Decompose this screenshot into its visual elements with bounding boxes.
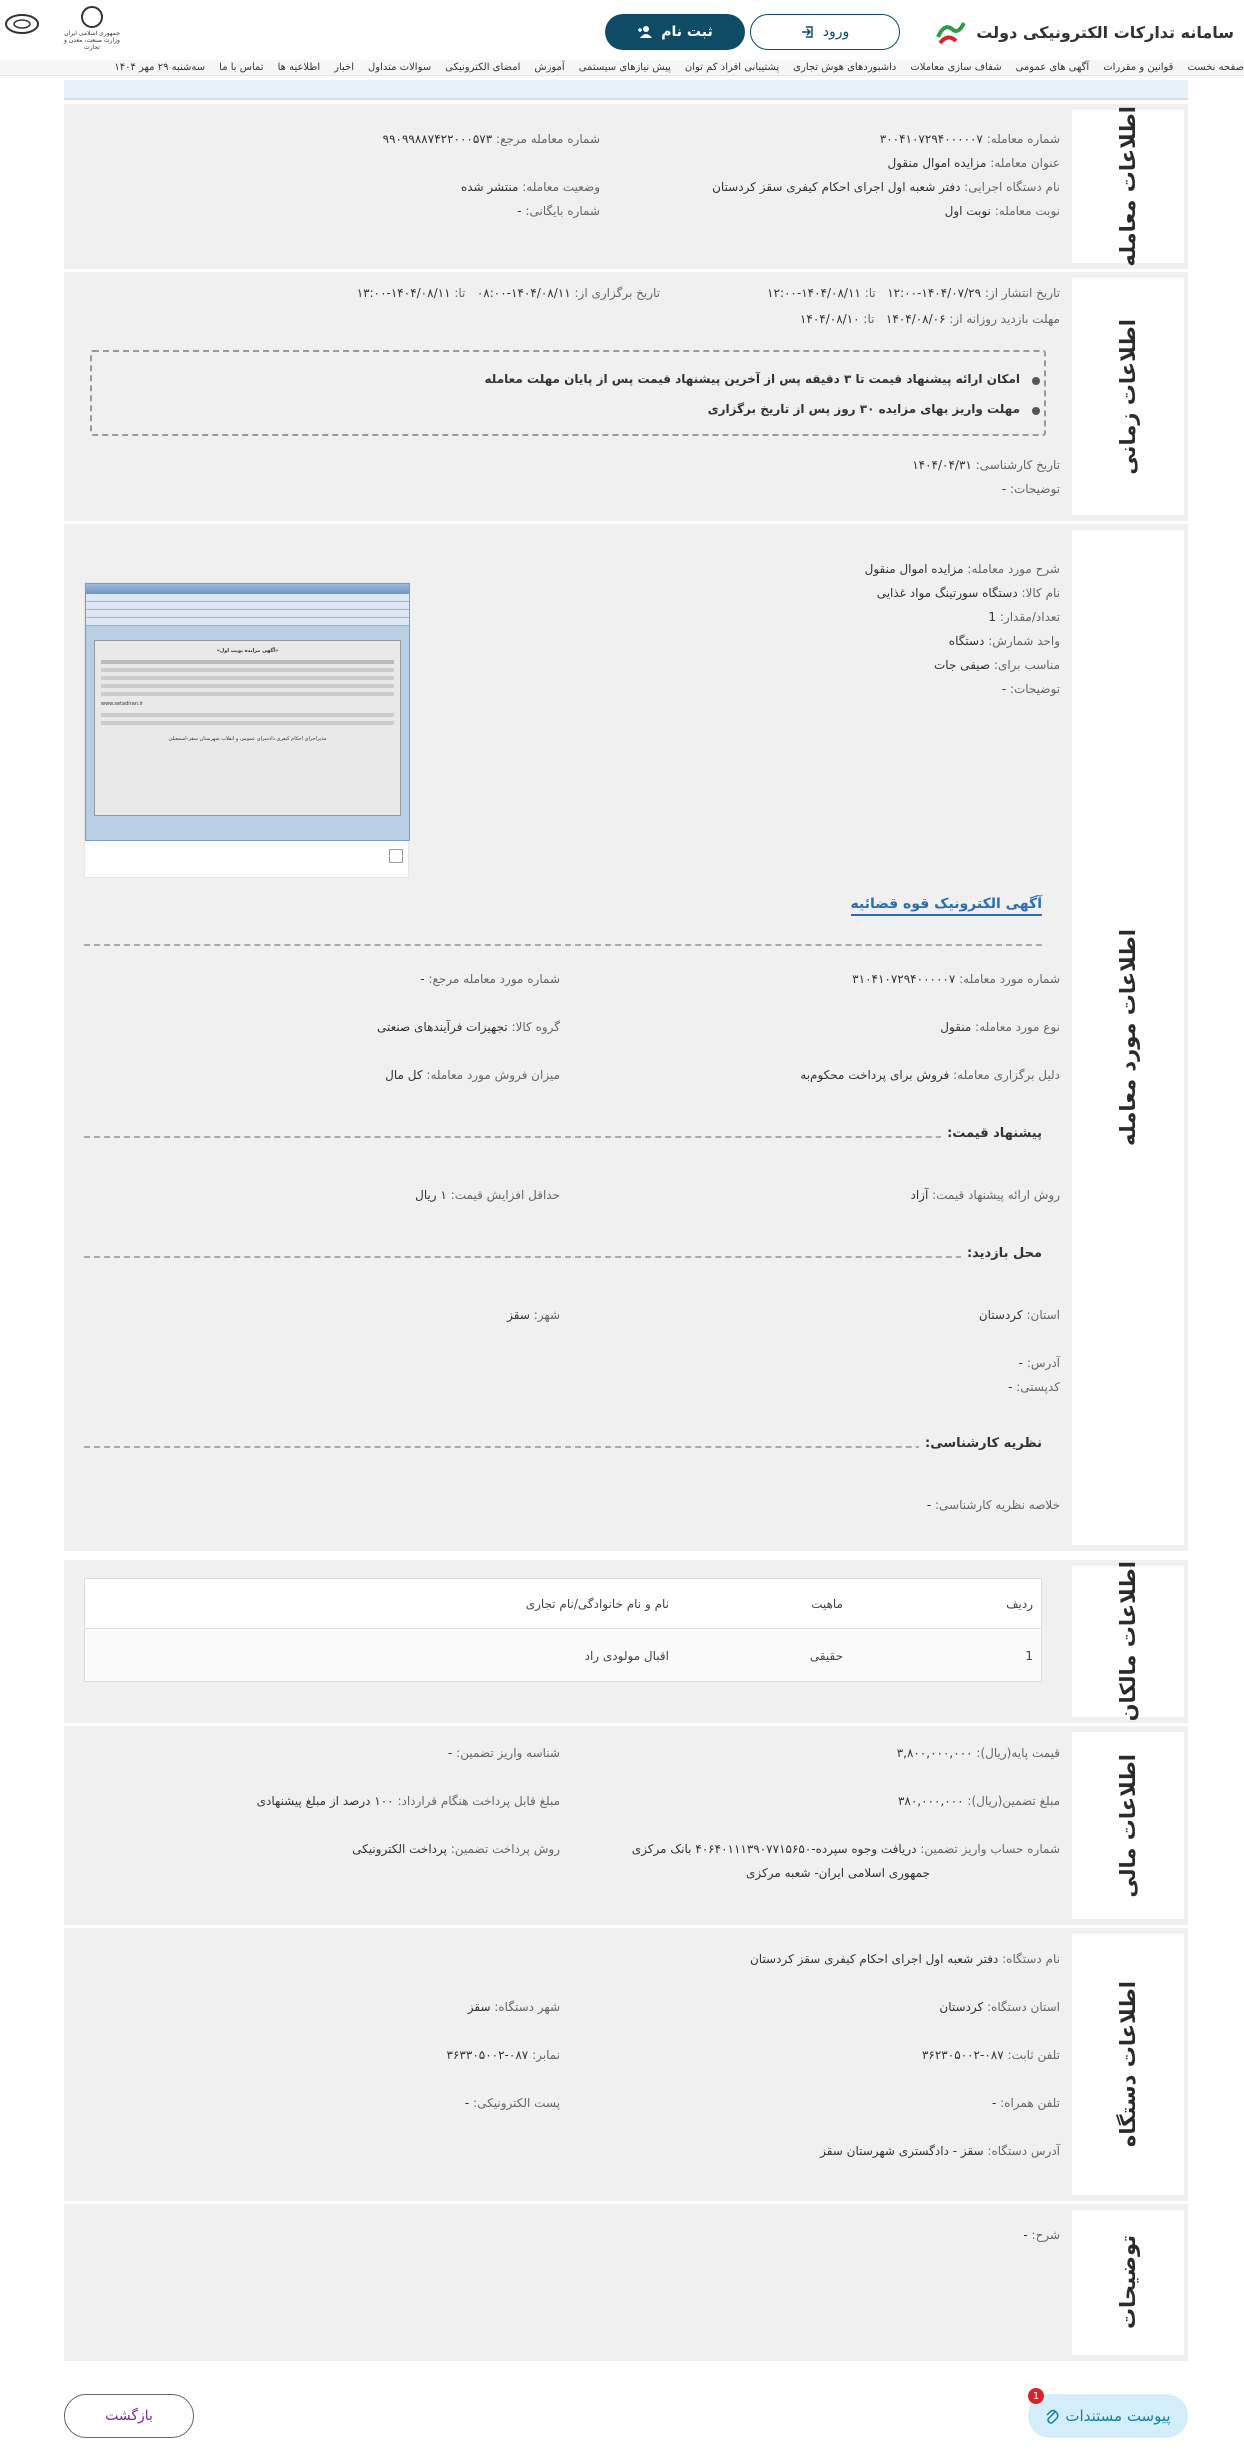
field-expert-summary: خلاصه نظریه کارشناسی: - (926, 1498, 1060, 1512)
current-date: سه‌شنبه ۲۹ مهر ۱۴۰۴ (114, 62, 206, 73)
login-button[interactable]: ورود (750, 14, 900, 50)
field-executor: نام دستگاه اجرایی: دفتر شعبه اول اجرای احکام کیفری سقز کردستان (712, 180, 1060, 194)
field-desc: توضیحات: - (1001, 682, 1060, 696)
field-guarantee-id: شناسه واریز تضمین: - (448, 1746, 560, 1760)
register-button[interactable]: ثبت نام (605, 14, 745, 50)
field-round: نوبت معامله: نوبت اول (944, 204, 1060, 218)
field-org-address: آدرس دستگاه: سقز - دادگستری شهرستان سقز (820, 2144, 1060, 2158)
emblem-icon (81, 6, 103, 28)
field-fax: نمابر: ۰۸۷-۳۶۳۳۰۵۰۰۲ (446, 2048, 560, 2062)
section-deal-info (64, 104, 1188, 272)
field-org-province: استان دستگاه: کردستان (939, 2000, 1060, 2014)
nav-item[interactable]: تماس با ما (219, 62, 264, 73)
visit-heading: محل بازدید: (961, 1246, 1042, 1261)
divider (84, 1446, 1042, 1448)
notes-box (90, 350, 1046, 436)
field-subject: شرح مورد معامله: مزایده اموال منقول (864, 562, 1060, 576)
section-title: توضیحات (1072, 2210, 1184, 2355)
field-item-number: شماره مورد معامله: ۳۱۰۴۱۰۷۲۹۴۰۰۰۰۰۷ (852, 972, 1060, 986)
section-title: اطلاعات معامله (1072, 110, 1184, 263)
nav-item[interactable]: اطلاعیه ها (277, 62, 321, 73)
field-mobile: تلفن همراه: - (991, 2096, 1060, 2110)
note-item: مهلت واریز بهای مزایده ۳۰ روز پس از تاریخ برگزاری (707, 402, 1020, 416)
paperclip-icon (1045, 2408, 1059, 2424)
site-title: سامانه تدارکات الکترونیکی دولت (976, 22, 1234, 42)
nav-item[interactable]: امضای الکترونیکی (445, 62, 521, 73)
main-nav (0, 60, 1244, 76)
divider (84, 1256, 1042, 1258)
field-org-name: نام دستگاه: دفتر شعبه اول اجرای احکام کیفری سقز کردستان (749, 1952, 1060, 1966)
section-title: اطلاعات مورد معامله (1072, 530, 1184, 1545)
section-item-info (64, 524, 1188, 1554)
divider (84, 944, 1042, 946)
nav-item[interactable]: آموزش (534, 62, 565, 73)
field-contract: مبلغ قابل پرداخت هنگام قرارداد: ۱۰۰ درصد از مبلغ پیشنهادی (256, 1794, 560, 1808)
field-notes: شرح: - (1023, 2228, 1060, 2242)
section-title: اطلاعات دستگاه (1072, 1934, 1184, 2195)
nav-item[interactable]: آگهی های عمومی (1015, 62, 1090, 73)
section-title: اطلاعات مالکان (1072, 1566, 1184, 1717)
field-goods: نام کالا: دستگاه سورتینگ مواد غذایی (876, 586, 1060, 600)
field-visit: مهلت بازدید روزانه از: ۱۴۰۴/۰۸/۰۶ تا: ۱۴۰۴/۰۸/۱۰ (799, 312, 1060, 326)
field-reason: دلیل برگزاری معامله: فروش برای پرداخت محکوم‌به (800, 1068, 1060, 1082)
field-org-city: شهر دستگاه: سقز (467, 2000, 560, 2014)
field-share: میزان فروش مورد معامله: کل مال (385, 1068, 560, 1082)
owners-table (84, 1578, 1042, 1682)
price-heading: پیشنهاد قیمت: (941, 1126, 1042, 1141)
government-emblem: جمهوری اسلامی ایران وزارت صنعت، معدن و تجارت (62, 6, 122, 56)
nav-item[interactable]: داشبوردهای هوش تجاری (793, 62, 897, 73)
field-guarantee: مبلغ تضمین(ریال): ۳۸۰,۰۰۰,۰۰۰ (897, 1794, 1060, 1808)
attachment-count-badge: 1 (1028, 2388, 1044, 2404)
field-group: گروه کالا: تجهیزات فرآیندهای صنعتی (377, 1020, 560, 1034)
field-archive: شماره بایگانی: - (517, 204, 600, 218)
table-row[interactable]: 1 حقیقی اقبال مولودی راد (85, 1631, 1041, 1681)
field-deal-number: شماره معامله: ۳۰۰۴۱۰۷۲۹۴۰۰۰۰۰۷ (879, 132, 1060, 146)
field-publish: تاریخ انتشار از: ۱۴۰۴/۰۷/۲۹-۱۲:۰۰ تا: ۱۴۰۴/۰۸/۱۱-۱۲:۰۰ (767, 286, 1060, 300)
setad-logo-icon (934, 15, 968, 49)
ad-document: «آگهی مزایده نوبت اول» www.setadiran.ir مدیراجرای احکام کیفری دادسرای عمومی و انقلاب شهرستان سقز-اسمعیلی (94, 640, 401, 816)
field-status: وضعیت معامله: منتشر شده (460, 180, 600, 194)
ministry-logo-icon (2, 8, 42, 52)
field-min-increase: حداقل افزایش قیمت: ۱ ریال (415, 1188, 560, 1202)
nav-item[interactable]: سوالات متداول (368, 62, 432, 73)
field-type: نوع مورد معامله: منقول (940, 1020, 1060, 1034)
field-ref-item: شماره مورد معامله مرجع: - (420, 972, 560, 986)
section-time-info (64, 272, 1188, 524)
expand-icon[interactable] (389, 849, 403, 863)
field-hold: تاریخ برگزاری از: ۱۴۰۴/۰۸/۱۱-۰۸:۰۰ تا: ۱۴۰۴/۰۸/۱۱-۱۳:۰۰ (356, 286, 660, 300)
nav-item[interactable]: پشتیبانی افراد کم توان (684, 62, 780, 73)
section-notes (64, 2204, 1188, 2364)
field-email: پست الکترونیکی: - (464, 2096, 560, 2110)
attachments-button[interactable]: پیوست مستندات 1 (1028, 2394, 1188, 2438)
section-finance (64, 1726, 1188, 1928)
nav-item[interactable]: پیش نیازهای سیستمی (578, 62, 671, 73)
back-button[interactable]: بازگشت (64, 2394, 194, 2438)
add-user-icon (637, 25, 653, 39)
note-item: امکان ارائه پیشنهاد قیمت تا ۳ دقیقه پس از آخرین پیشنهاد قیمت پس از پایان مهلت معامله (484, 372, 1020, 386)
ad-screenshot (85, 583, 410, 841)
nav-item[interactable]: اخبار (334, 62, 354, 73)
field-pay-method: روش پرداخت تضمین: پرداخت الکترونیکی (352, 1842, 560, 1856)
field-province: استان: کردستان (978, 1308, 1060, 1322)
field-city: شهر: سقز (507, 1308, 560, 1322)
field-postal: کدپستی: - (1008, 1380, 1060, 1394)
field-base-price: قیمت پایه(ریال): ۳,۸۰۰,۰۰۰,۰۰۰ (896, 1746, 1060, 1760)
brand[interactable] (934, 12, 1234, 52)
login-icon (801, 25, 815, 39)
field-phone: تلفن ثابت: ۰۸۷-۳۶۲۳۰۵۰۰۲ (921, 2048, 1060, 2062)
nav-item[interactable]: قوانین و مقررات (1103, 62, 1174, 73)
field-account-line2: جمهوری اسلامی ایران- شعبه مرکزی (746, 1866, 930, 1880)
section-title: اطلاعات مالی (1072, 1732, 1184, 1919)
field-expert-date: تاریخ کارشناسی: ۱۴۰۴/۰۴/۳۱ (912, 458, 1060, 472)
section-owners (64, 1560, 1188, 1726)
ad-image-thumbnail[interactable] (84, 582, 409, 878)
expert-heading: نظریه کارشناسی: (919, 1436, 1042, 1451)
judiciary-ad-link[interactable]: آگهی الکترونیک قوه قضائیه (851, 896, 1043, 916)
table-header: ردیف ماهیت نام و نام خانوادگی/نام تجاری (85, 1579, 1041, 1629)
nav-item[interactable]: صفحه نخست (1187, 62, 1244, 73)
section-title: اطلاعات زمانی (1072, 278, 1184, 515)
field-address: آدرس: - (1018, 1356, 1060, 1370)
nav-item[interactable]: شفاف سازی معاملات (910, 62, 1002, 73)
field-unit: واحد شمارش: دستگاه (948, 634, 1060, 648)
field-ref-number: شماره معامله مرجع: ۹۹۰۹۹۸۸۷۴۲۲۰۰۰۵۷۳ (382, 132, 600, 146)
field-qty: تعداد/مقدار: 1 (988, 610, 1060, 624)
top-header (0, 0, 1244, 60)
field-method: روش ارائه پیشنهاد قیمت: آزاد (910, 1188, 1060, 1202)
field-account: شماره حساب واریز تضمین: دریافت وجوه سپرده-۴۰۶۴۰۱۱۱۳۹۰۷۷۱۵۶۵۰ بانک مرکزی (631, 1842, 1060, 1856)
field-desc: توضیحات: - (1001, 482, 1060, 496)
divider (84, 1136, 1042, 1138)
info-bar (64, 80, 1188, 100)
field-deal-title: عنوان معامله: مزایده اموال منقول (887, 156, 1060, 170)
section-org (64, 1928, 1188, 2204)
field-suitable: مناسب برای: صیفی جات (934, 658, 1060, 672)
